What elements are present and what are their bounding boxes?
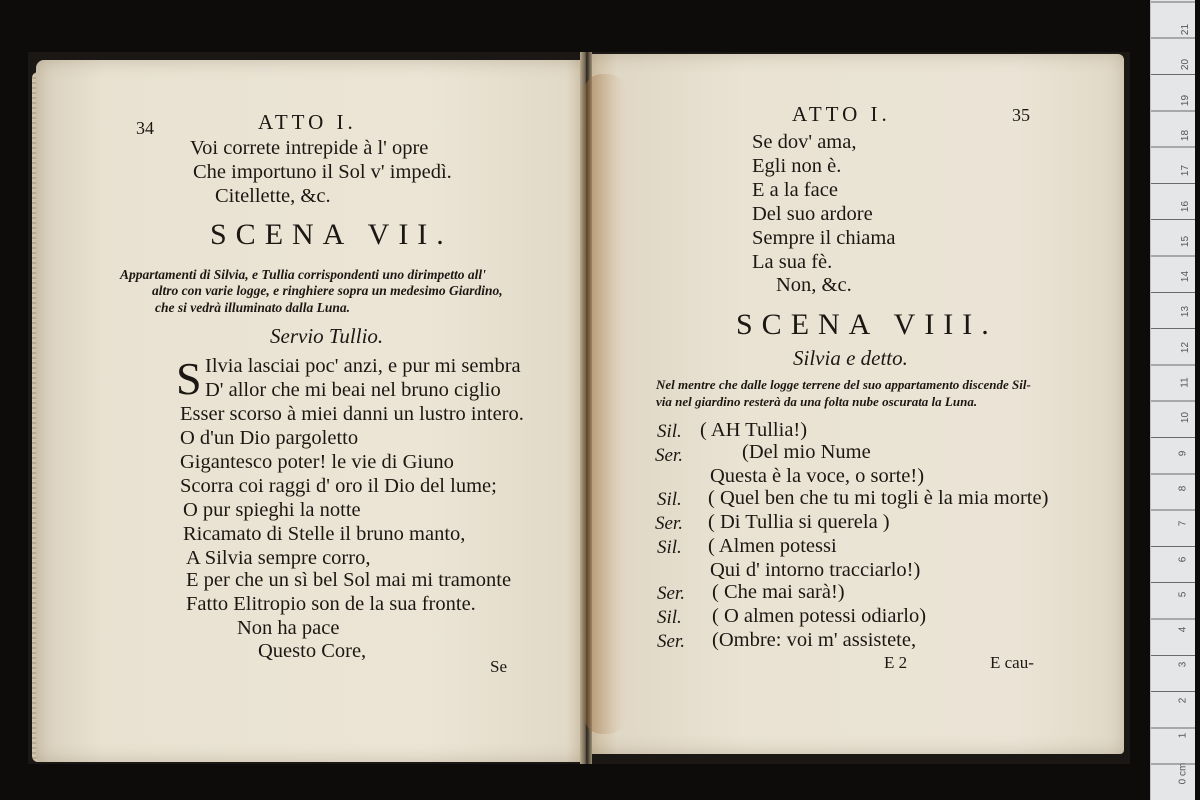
- signature-mark: E 2: [884, 653, 908, 672]
- scene-subtitle: Silvia e detto.: [793, 346, 908, 370]
- ruler-number: 19: [1180, 94, 1192, 106]
- verse-line: E a la face: [752, 179, 838, 201]
- verse-line: Sempre il chiama: [752, 227, 896, 249]
- left-page-number: 34: [136, 118, 154, 138]
- dialogue-line: (Ombre: voi m' assistete,: [712, 629, 917, 651]
- ruler-number: 4: [1177, 626, 1189, 633]
- verse-line: Citellette, &c.: [215, 185, 331, 207]
- verse-line: Scorra coi raggi d' oro il Dio del lume;: [180, 475, 497, 497]
- verse-line: La sua fè.: [752, 251, 833, 273]
- drop-cap: S: [176, 353, 202, 404]
- ruler-number: 15: [1180, 235, 1192, 247]
- dialogue-line: ( O almen potessi odiarlo): [712, 605, 927, 627]
- verse-line: A Silvia sempre corro,: [186, 547, 371, 569]
- chorus-line: Non, &c.: [776, 274, 852, 296]
- verse-line: Questo Core,: [258, 640, 367, 662]
- dialogue-line: Qui d' intorno tracciarlo!): [710, 559, 921, 581]
- ruler-number: 18: [1180, 129, 1192, 141]
- stage-direction-line: via nel giardino resterà da una folta nube oscurata la Luna.: [656, 394, 978, 409]
- verse-line: O d'un Dio pargoletto: [180, 427, 359, 449]
- ruler-number: 3: [1177, 662, 1189, 668]
- ruler-number: 16: [1180, 200, 1192, 212]
- ruler-number: 17: [1180, 165, 1192, 177]
- ruler-number: 1: [1177, 732, 1189, 739]
- dialogue-line: ( Almen potessi: [708, 535, 837, 557]
- ruler-number: 8: [1177, 485, 1189, 492]
- speaker-label: Sil.: [657, 489, 682, 510]
- right-page-number: 35: [1012, 105, 1030, 125]
- verse-line: Egli non è.: [752, 155, 842, 177]
- ruler-number: 5: [1177, 591, 1189, 598]
- stage-direction-line: altro con varie logge, e ringhiere sopra un medesimo Giardino,: [152, 283, 503, 298]
- dialogue-line: ( Di Tullia si querela ): [708, 511, 890, 533]
- dialogue-line: Questa è la voce, o sorte!): [710, 465, 925, 487]
- speaker-name: Servio Tullio.: [270, 324, 384, 348]
- ruler-number: 6: [1177, 556, 1189, 562]
- ruler-number: 11: [1179, 377, 1191, 388]
- measuring-ruler: [1150, 0, 1195, 800]
- dialogue-line: ( AH Tullia!): [700, 419, 808, 441]
- speaker-label: Sil.: [657, 537, 682, 558]
- verse-line: Del suo ardore: [752, 203, 873, 225]
- catchword: Se: [490, 657, 507, 676]
- speaker-label: Sil.: [657, 607, 682, 628]
- scene-title: SCENA VII.: [210, 218, 453, 251]
- stage-direction-line: Appartamenti di Silvia, e Tullia corrispondenti uno dirimpetto all': [120, 267, 486, 282]
- scene-title: SCENA VIII.: [736, 308, 998, 341]
- right-page-header: ATTO I.: [792, 102, 891, 126]
- verse-line: Che importuno il Sol v' impedì.: [193, 161, 452, 183]
- verse-line: Ricamato di Stelle il bruno manto,: [183, 523, 466, 545]
- left-page-header: ATTO I.: [258, 110, 357, 134]
- verse-line: Ilvia lasciai poc' anzi, e pur mi sembra: [205, 355, 521, 377]
- dialogue-line: (Del mio Nume: [742, 441, 871, 463]
- speaker-label: Sil.: [657, 421, 682, 442]
- verse-line: Fatto Elitropio son de la sua fronte.: [186, 593, 476, 615]
- verse-line: Se dov' ama,: [752, 131, 857, 153]
- ruler-unit-label: 0 cm: [1177, 762, 1189, 785]
- verse-line: Voi correte intrepide à l' opre: [190, 137, 429, 159]
- verse-line: Esser scorso à miei danni un lustro intero.: [180, 403, 524, 425]
- verse-line: O pur spieghi la notte: [183, 499, 361, 521]
- speaker-label: Ser.: [655, 445, 683, 466]
- ruler-number: 20: [1180, 59, 1192, 71]
- verse-line: E per che un sì bel Sol mai mi tramonte: [186, 569, 512, 591]
- ruler-number: 9: [1177, 450, 1189, 456]
- ruler-number: 12: [1180, 341, 1192, 353]
- speaker-label: Ser.: [657, 631, 685, 652]
- catchword: E cau-: [990, 653, 1034, 672]
- ruler-number: 13: [1180, 306, 1192, 318]
- dialogue-line: ( Quel ben che tu mi togli è la mia morte): [708, 487, 1049, 509]
- stage-direction-line: che si vedrà illuminato dalla Luna.: [155, 300, 351, 315]
- speaker-label: Ser.: [655, 513, 683, 534]
- ruler-number: 2: [1177, 697, 1189, 703]
- ruler-number: 7: [1177, 520, 1189, 527]
- verse-line: D' allor che mi beai nel bruno ciglio: [205, 379, 501, 401]
- ruler-number: 14: [1180, 271, 1192, 283]
- verse-line: Non ha pace: [237, 617, 340, 639]
- verse-line: Gigantesco poter! le vie di Giuno: [180, 451, 454, 473]
- speaker-label: Ser.: [657, 583, 685, 604]
- ruler-number: 21: [1180, 23, 1192, 36]
- stage-direction-line: Nel mentre che dalle logge terrene del suo appartamento discende Sil-: [656, 377, 1031, 392]
- ruler-number: 10: [1180, 412, 1192, 424]
- dialogue-line: ( Che mai sarà!): [712, 581, 845, 603]
- water-stain: [584, 74, 626, 734]
